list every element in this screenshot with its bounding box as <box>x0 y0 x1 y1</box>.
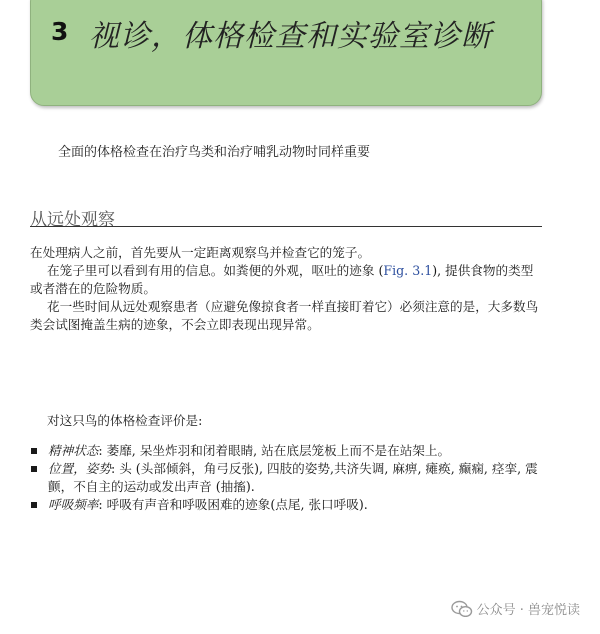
list-item-term: 位置，姿势 <box>48 461 111 476</box>
body-text <box>30 244 545 334</box>
wechat-icon <box>451 600 473 618</box>
section-title: 从远处观察 <box>30 210 115 230</box>
list-item <box>30 442 545 460</box>
chapter-title: 视诊，体格检查和实验室诊断 <box>89 19 492 54</box>
bullet-icon <box>31 466 37 472</box>
chapter-header <box>30 0 542 106</box>
bullet-icon <box>31 448 37 454</box>
footer-text: 公众号 · 兽宠悦读 <box>476 603 580 618</box>
bullet-icon <box>31 502 37 508</box>
paragraph-2 <box>30 262 545 298</box>
figure-reference-link[interactable]: Fig. 3.1 <box>383 263 433 278</box>
list-item-term: 精神状态 <box>48 443 99 458</box>
paragraph-2-text: 在笼子里可以看到有用的信息。如粪便的外观，呕吐的迹象 ( <box>47 263 384 278</box>
paragraph-2-text-end: ), 提供食物的类型或者潜在的危险物质。 <box>30 263 534 296</box>
footer-watermark <box>451 599 580 618</box>
chapter-intro: 全面的体格检查在治疗鸟类和治疗哺乳动物时同样重要 <box>58 145 371 160</box>
section-divider <box>30 226 542 227</box>
list-item-text: : 萎靡, 呆坐炸羽和闭着眼睛, 站在底层笼板上而不是在站架上。 <box>98 443 451 458</box>
chapter-number: 3 <box>51 17 69 46</box>
paragraph-3: 花一些时间从远处观察患者（应避免像掠食者一样直接盯着它）必须注意的是，大多数鸟类会试图掩盖生病的迹象，不会立即表现出现异常。 <box>30 299 539 332</box>
evaluation-list <box>30 442 545 514</box>
evaluation-intro: 对这只鸟的体格检查评价是: <box>47 413 203 428</box>
list-item <box>30 496 545 514</box>
paragraph-1: 在处理病人之前，首先要从一定距离观察鸟并检查它的笼子。 <box>30 245 371 260</box>
list-item-text: : 呼吸有声音和呼吸困难的迹象(点尾, 张口呼吸). <box>98 497 368 512</box>
list-item <box>30 460 545 496</box>
list-item-term: 呼吸频率 <box>48 497 99 512</box>
list-item-text: : 头 (头部倾斜，角弓反张), 四肢的姿势,共济失调, 麻痹, 瘫痪, 癫痫, 痉挛, 震颤，不自主的运动或发出声音 (抽搐). <box>48 461 538 494</box>
